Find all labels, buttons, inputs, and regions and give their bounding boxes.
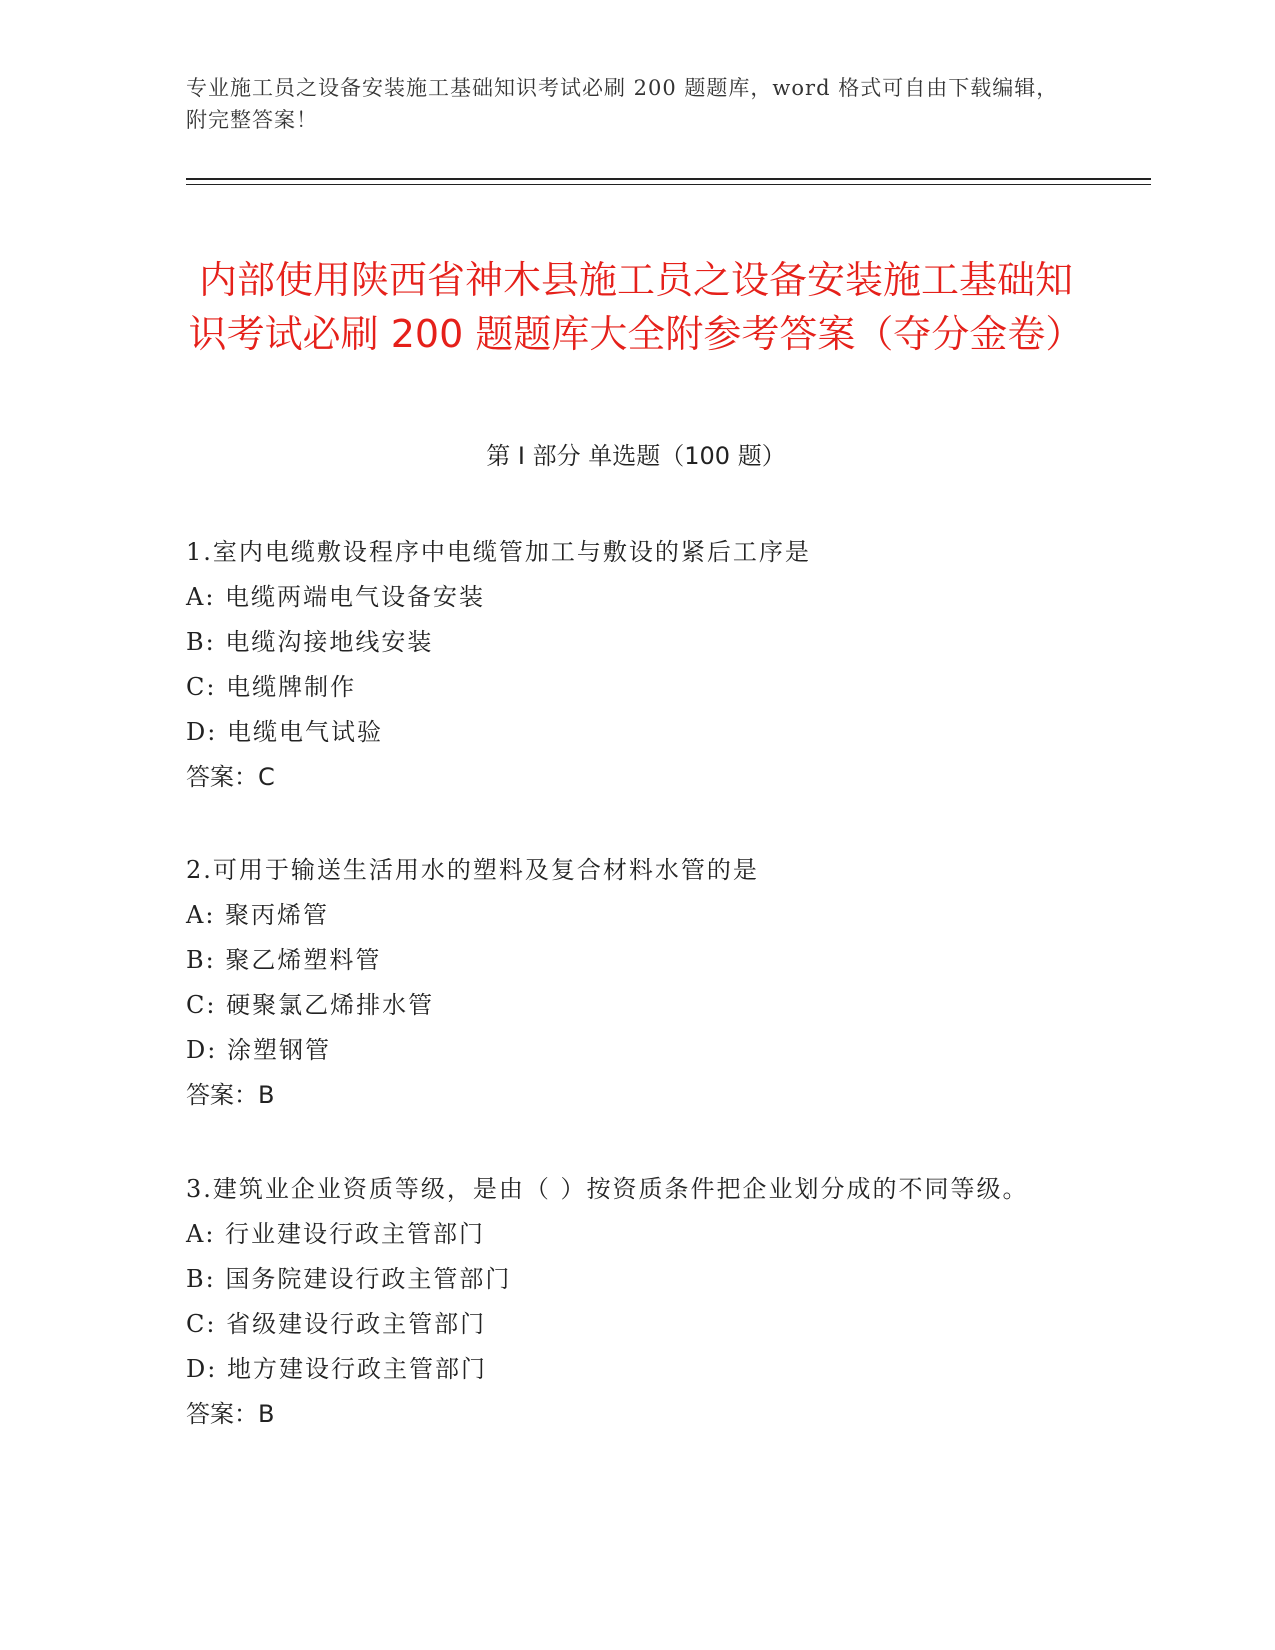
option-c: C: 电缆牌制作	[186, 673, 357, 701]
option-b: B: 电缆沟接地线安装	[186, 628, 434, 656]
header-rule-thick	[186, 178, 1151, 180]
option-b: B: 国务院建设行政主管部门	[186, 1265, 512, 1293]
document-title: 内部使用陕西省神木县施工员之设备安装施工基础知识考试必刷 200 题题库大全附参考答案（夺分金卷）	[188, 258, 1084, 357]
header-note: 专业施工员之设备安装施工基础知识考试必刷 200 题题库，word 格式可自由下载编辑，附完整答案！	[186, 76, 1059, 132]
section-title: 第 I 部分 单选题（100 题）	[486, 442, 786, 470]
question-block	[186, 1167, 1086, 1437]
question-stem: 3.建筑业企业资质等级，是由（ ）按资质条件把企业划分成的不同等级。	[186, 1175, 1029, 1203]
question-block	[186, 530, 1086, 800]
question-stem: 1.室内电缆敷设程序中电缆管加工与敷设的紧后工序是	[186, 538, 811, 566]
option-c: C: 省级建设行政主管部门	[186, 1310, 487, 1338]
option-d: D: 涂塑钢管	[186, 1036, 331, 1064]
option-a: A: 电缆两端电气设备安装	[186, 583, 486, 611]
header-rule-thin	[186, 184, 1151, 185]
option-b: B: 聚乙烯塑料管	[186, 946, 382, 974]
option-d: D: 地方建设行政主管部门	[186, 1355, 487, 1383]
question-block	[186, 848, 1086, 1118]
answer-line: 答案：C	[186, 763, 275, 791]
option-d: D: 电缆电气试验	[186, 718, 383, 746]
option-c: C: 硬聚氯乙烯排水管	[186, 991, 435, 1019]
option-a: A: 行业建设行政主管部门	[186, 1220, 486, 1248]
option-a: A: 聚丙烯管	[186, 901, 330, 929]
question-stem: 2.可用于输送生活用水的塑料及复合材料水管的是	[186, 856, 759, 884]
answer-line: 答案：B	[186, 1081, 275, 1109]
answer-line: 答案：B	[186, 1400, 275, 1428]
